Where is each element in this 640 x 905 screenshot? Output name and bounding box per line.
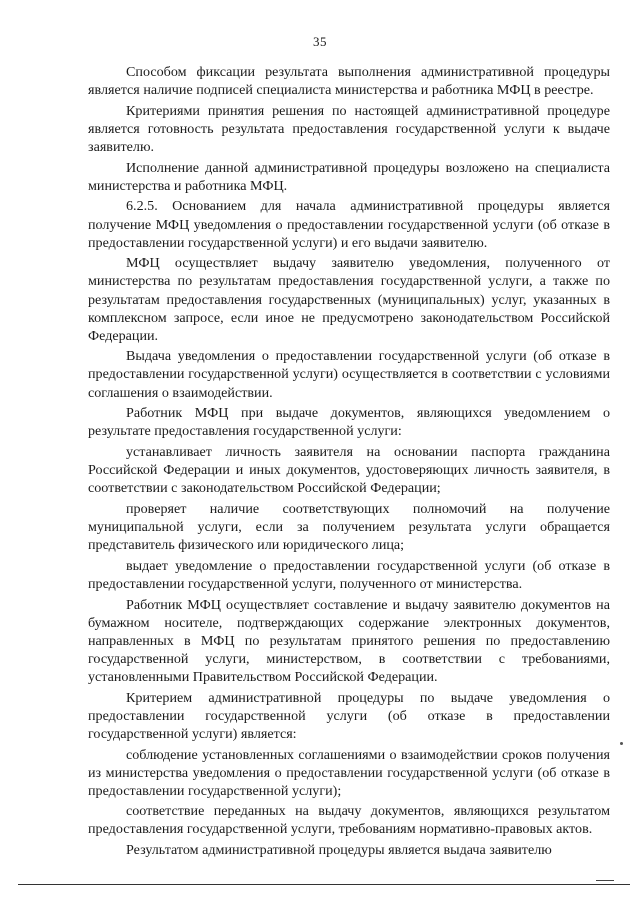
paragraph-fixation-method: Способом фиксации результата выполнения административной процедуры является наличие подписей специалиста министерства и работника МФЦ в реестре. [88,64,610,99]
paragraph-mfc-issues-notification: МФЦ осуществляет выдачу заявителю уведомления, полученного от министерства по результатам предоставления государственной услуги, а также по результатам предоставления государственных (муниципальных) услуг, указанных в комплексном запросе, если иное не предусмотрено законодательством Российской Федерации. [88,255,610,344]
paragraph-decision-criteria: Критериями принятия решения по настоящей административной процедуре является готовность результата предоставления государственной услуги к выдаче заявителю. [88,102,610,155]
paragraph-establish-identity: устанавливает личность заявителя на основании паспорта гражданина Российской Федерации и иных документов, удостоверяющих личность заявителя, в соответствии с законодательством Российской Федерации; [88,444,610,497]
paragraph-paper-documents: Работник МФЦ осуществляет составление и выдачу заявителю документов на бумажном носителе, подтверждающих содержание электронных документов, направленных в МФЦ по результатам принятого решения по предоставлению государственной услуги, министерством, в соответствии с требованиями, установленными Правительством Российской Федерации. [88,596,610,685]
document-body [88,63,610,862]
paragraph-execution-responsibility: Исполнение данной административной процедуры возложено на специалиста министерства и работника МФЦ. [88,159,610,194]
paragraph-issuance-per-agreement: Выдача уведомления о предоставлении государственной услуги (об отказе в предоставлении государственной услуги) осуществляется в соответствии с условиями соглашения о взаимодействии. [88,348,610,401]
paragraph-deadline-compliance: соблюдение установленных соглашениями о взаимодействии сроков получения из министерства уведомления о предоставлении государственной услуги (об отказе в предоставлении государственной услуги); [88,746,610,799]
scan-speck [620,742,623,745]
page-bottom-rule [18,884,630,885]
paragraph-issue-notification: выдает уведомление о предоставлении государственной услуги (об отказе в предоставлении государственной услуги, полученного от министерства. [88,557,610,592]
paragraph-section-6-2-5: 6.2.5. Основанием для начала административной процедуры является получение МФЦ уведомления о предоставлении государственной услуги (об отказе в предоставлении государственной услуги) и его выдачи заявителю. [88,198,610,251]
paragraph-criterion-intro: Критерием административной процедуры по выдаче уведомления о предоставлении государственной услуги (об отказе в предоставлении государственной услуги) является: [88,689,610,742]
paragraph-procedure-result: Результатом административной процедуры является выдача заявителю [126,842,552,859]
paragraph-document-conformity: соответствие переданных на выдачу документов, являющихся результатом предоставления государственной услуги, требованиям нормативно-правовых актов. [88,803,610,838]
page-number: 35 [313,34,327,49]
paragraph-mfc-worker-duties: Работник МФЦ при выдаче документов, являющихся уведомлением о результате предоставления государственной услуги: [88,405,610,440]
paragraph-check-authority: проверяет наличие соответствующих полномочий на получение муниципальной услуги, если за получением результата услуги обращается представитель физического или юридического лица; [88,500,610,554]
scan-mark [596,880,614,881]
